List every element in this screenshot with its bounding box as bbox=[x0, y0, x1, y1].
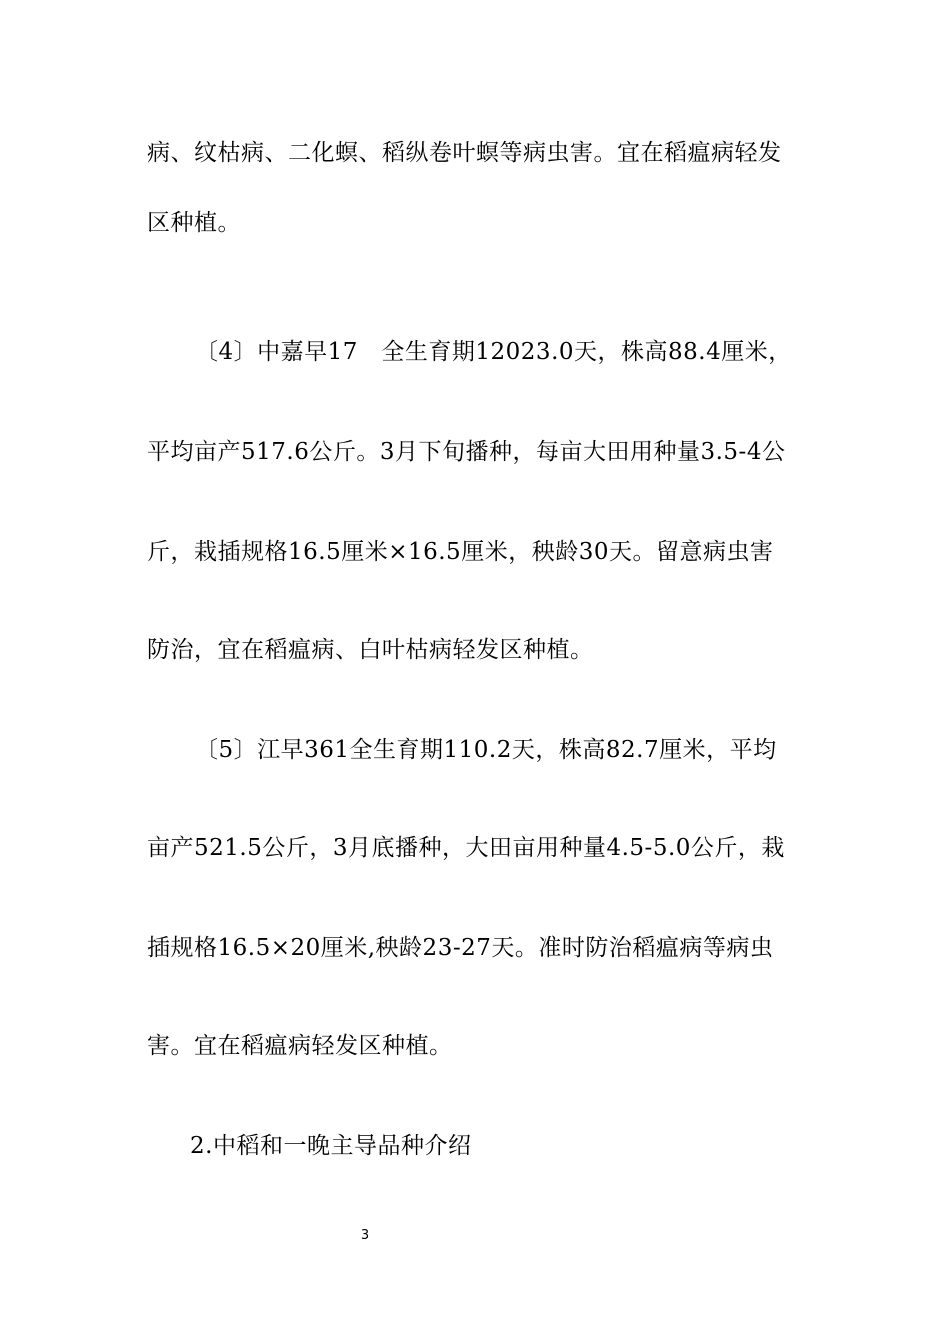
text-line-9: 插规格16.5×20厘米,秧龄23-27天。准时防治稻瘟病等病虫 bbox=[147, 935, 774, 961]
section-heading: 2.中稻和一晚主导品种介绍 bbox=[190, 1133, 472, 1159]
text-line-6: 防治，宜在稻瘟病、白叶枯病轻发区种植。 bbox=[147, 637, 594, 663]
text-line-7: 〔5〕江早361全生育期110.2天，株高82.7厘米，平均 bbox=[195, 737, 777, 763]
text-line-8: 亩产521.5公斤，3月底播种，大田亩用种量4.5-5.0公斤，栽 bbox=[147, 835, 785, 861]
text-line-3: 〔4〕中嘉早17 全生育期12023.0天，株高88.4厘米， bbox=[195, 339, 792, 365]
text-line-5: 斤，栽插规格16.5厘米×16.5厘米，秧龄30天。留意病虫害 bbox=[147, 539, 774, 565]
text-line-1: 病、纹枯病、二化螟、稻纵卷叶螟等病虫害。宜在稻瘟病轻发 bbox=[147, 140, 782, 166]
text-line-4: 平均亩产517.6公斤。3月下旬播种，每亩大田用种量3.5-4公 bbox=[147, 439, 786, 465]
text-line-10: 害。宜在稻瘟病轻发区种植。 bbox=[147, 1033, 453, 1059]
page-number: 3 bbox=[360, 1228, 370, 1243]
text-line-2: 区种植。 bbox=[147, 210, 241, 236]
